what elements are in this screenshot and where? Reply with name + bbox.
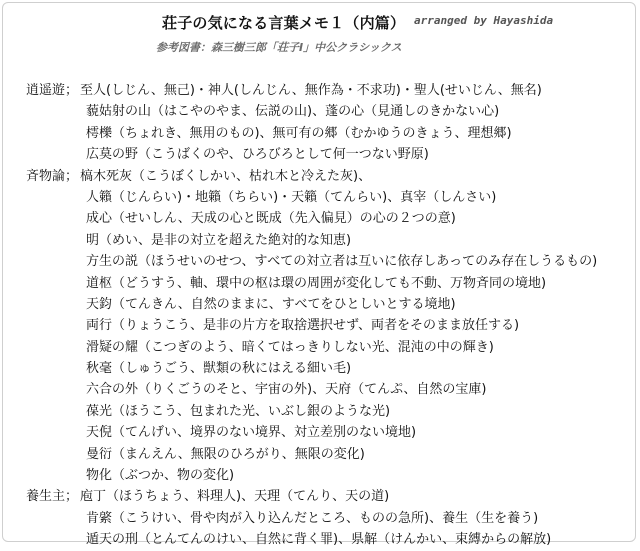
section-shoyoyu (0, 80, 640, 166)
glossary-entry: 遁天の刑（とんてんのけい、自然に背く罪)、県解（けんかい、束縛からの解放) (86, 532, 552, 548)
glossary-entry: 藐姑射の山（はこやのやま、伝説の山)、蓬の心（見通しのきかない心) (86, 104, 500, 120)
glossary-entry: 槁木死灰（こうぼくしかい、枯れ木と冷えた灰)、 (80, 168, 372, 184)
glossary-entry: 両行（りょうこう、是非の片方を取捨選択せず、両者をそのまま放任する) (86, 318, 520, 334)
glossary-entry: 肯綮（こうけい、骨や肉が入り込んだところ、ものの急所)、養生（生を養う) (86, 510, 539, 526)
glossary-entry: 滑疑の耀（こつぎのよう、暗くてはっきりしない光、混沌の中の輝き) (86, 339, 494, 355)
glossary-entry: 秋毫（しゅうごう、獣類の秋にはえる細い毛) (86, 361, 352, 377)
section-seibutsuron (0, 166, 640, 487)
glossary-entry: 人籟（じんらい)・地籟（ちらい)・天籟（てんらい)、真宰（しんさい) (86, 189, 497, 205)
glossary-entry: 道枢（どうすう、軸、環中の枢は環の周囲が変化しても不動、万物斉同の境地) (86, 275, 547, 291)
section-title: 養生主； (26, 489, 79, 505)
glossary-entry: 天倪（てんげい、境界のない境界、対立差別のない境地) (86, 425, 417, 441)
glossary-entry: 明（めい、是非の対立を超えた絶対的な知恵) (86, 232, 352, 248)
page-title: 荘子の気になる言葉メモ１（内篇） (162, 14, 406, 32)
glossary-entry: 庖丁（ほうちょう、料理人)、天理（てんり、天の道) (80, 489, 390, 505)
glossary-entry: 樗櫟（ちょれき、無用のもの)、無可有の郷（むかゆうのきょう、理想郷) (86, 125, 512, 141)
section-yoseishu (0, 486, 640, 550)
author-credit: arranged by Hayashida (414, 14, 554, 27)
header (0, 12, 640, 34)
section-title: 斉物論； (26, 168, 79, 184)
glossary-entry: 広莫の野（こうばくのや、ひろびろとして何一つない野原) (86, 147, 429, 163)
glossary-entry: 六合の外（りくごうのそと、宇宙の外)、天府（てんぷ、自然の宝庫) (86, 382, 487, 398)
glossary-entry: 曼衍（まんえん、無限のひろがり、無限の変化) (86, 446, 365, 462)
glossary-entry: 天鈞（てんきん、自然のままに、すべてをひとしいとする境地) (86, 296, 456, 312)
section-title: 逍遥遊； (26, 83, 79, 98)
glossary-entry: 葆光（ほうこう、包まれた光、いぶし銀のような光) (86, 403, 391, 419)
glossary-entry: 至人(しじん、無己)・神人(しんじん、無作為・不求功)・聖人(せいじん、無名) (80, 83, 542, 98)
glossary-entry: 成心（せいしん、天成の心と既成（先入偏見）の心の２つの意) (86, 211, 456, 227)
glossary-entry: 物化（ぶつか、物の変化) (86, 468, 235, 484)
glossary (0, 80, 640, 551)
glossary-entry: 方生の説（ほうせいのせつ、すべての対立者は互いに依存しあってのみ存在しうるもの) (86, 254, 598, 270)
reference-book: 参考図書：森三樹三郎「荘子Ⅰ」中公クラシックス (156, 41, 402, 54)
